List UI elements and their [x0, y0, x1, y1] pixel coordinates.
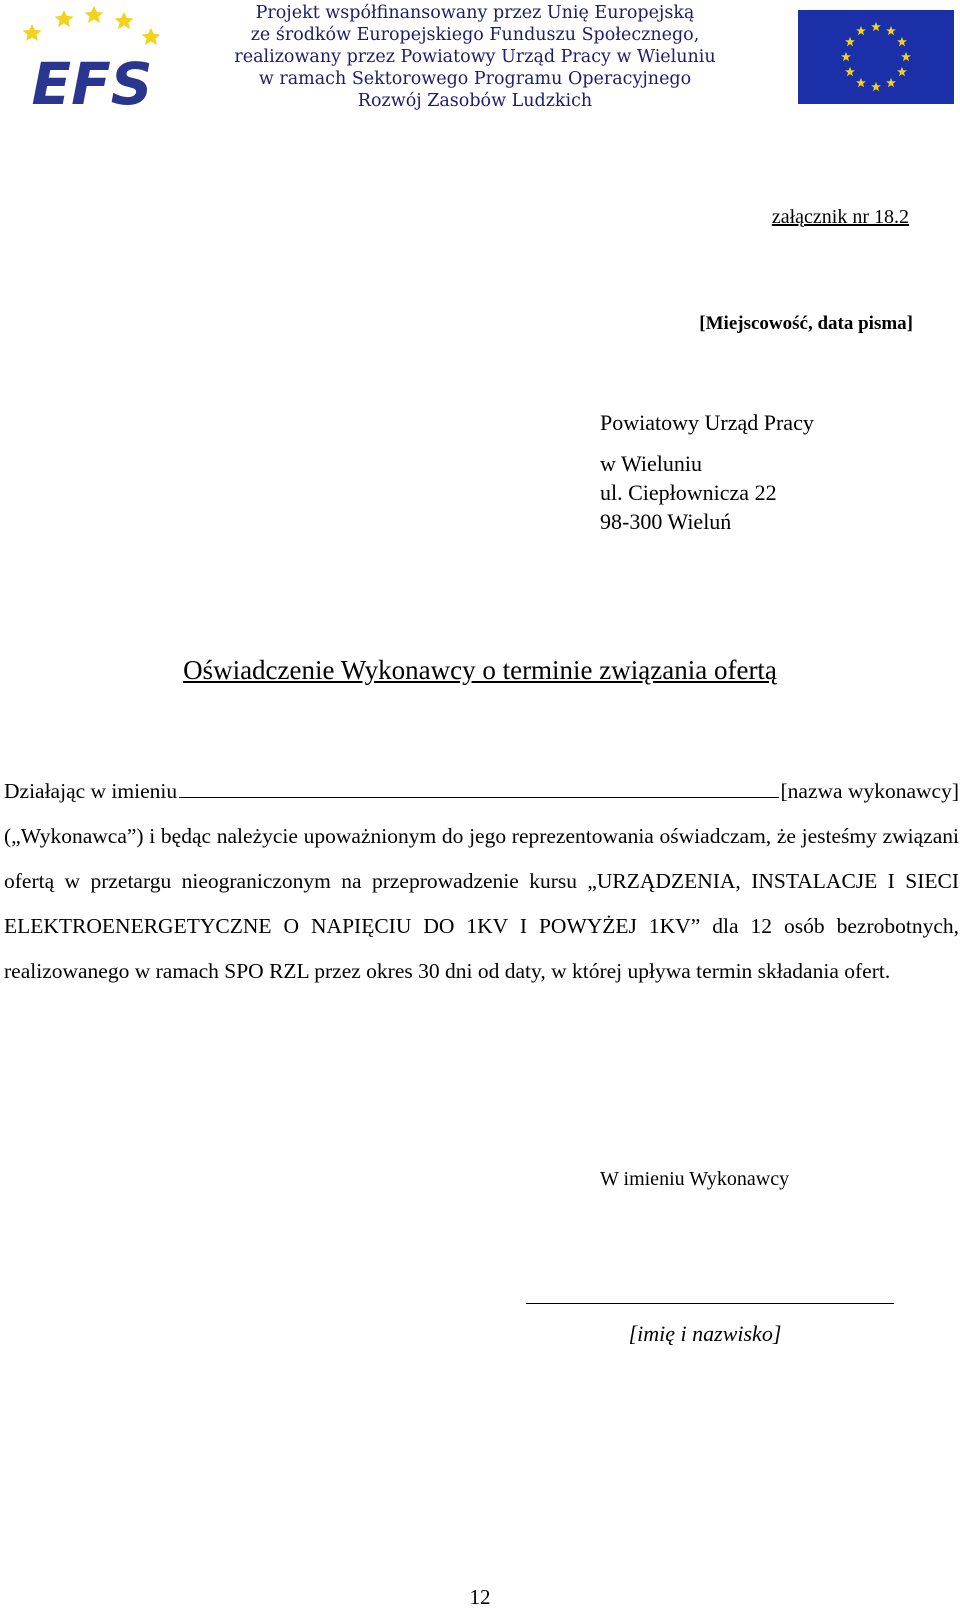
place-date-placeholder: [Miejscowość, data pisma] — [699, 313, 913, 334]
efs-logo — [18, 6, 166, 110]
logo-text: EFS — [31, 50, 153, 110]
body-text: („Wykonawca”) i będąc należycie upoważnionym do jego reprezentowania oświadczam, że jesteśmy związani ofertą w przetargu nieograniczonym na przeprowadzenie kursu „URZĄDZENIA, INSTALACJE I SIECI ELEKTROENERGETYCZNE O NAPIĘCIU DO 1KV I POWYŻEJ 1KV” dla 12 osób bezrobotnych, realizowanego w ramach SPO RZL przez okres 30 dni od daty, w której upływa termin składania ofert. — [4, 824, 959, 983]
recipient-line: Powiatowy Urząd Pracy — [600, 410, 814, 435]
contractor-line — [4, 769, 959, 814]
header-line: Projekt współfinansowany przez Unię Europejską — [255, 3, 695, 23]
header-line: Rozwój Zasobów Ludzkich — [357, 91, 593, 111]
signature-name-placeholder: [imię i nazwisko] — [628, 1321, 782, 1346]
eu-flag-icon — [798, 10, 954, 104]
header-line: w ramach Sektorowego Programu Operacyjnego — [258, 69, 692, 89]
document-title: Oświadczenie Wykonawcy o terminie związania ofertą — [183, 655, 777, 685]
statement-body — [4, 769, 959, 994]
logo-stars-icon — [23, 6, 161, 45]
recipient-line: 98-300 Wieluń — [600, 509, 732, 534]
contractor-name-blank — [179, 777, 778, 798]
page-number: 12 — [469, 1585, 491, 1609]
header-line: ze środków Europejskiego Funduszu Społecznego, — [250, 25, 700, 45]
signature-label: W imieniu Wykonawcy — [600, 1168, 790, 1190]
header-line: realizowany przez Powiatowy Urząd Pracy w Wieluniu — [234, 47, 716, 67]
annex-number: załącznik nr 18.2 — [771, 206, 909, 228]
signature-line — [526, 1303, 894, 1304]
recipient-line: w Wieluniu — [600, 451, 702, 476]
recipient-address — [600, 408, 814, 536]
recipient-line: ul. Ciepłownicza 22 — [600, 480, 777, 505]
header-text — [205, 2, 745, 112]
body-lead: Działając w imieniu — [4, 779, 178, 803]
contractor-name-placeholder: [nazwa wykonawcy] — [780, 779, 959, 803]
